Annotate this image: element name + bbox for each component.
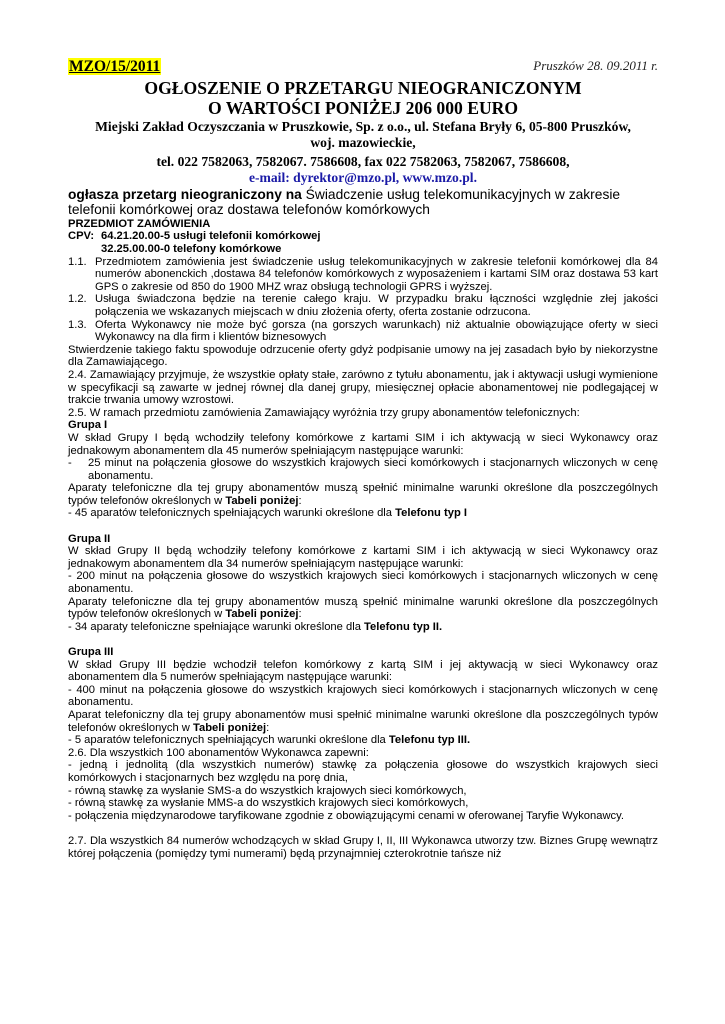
paragraph-2-7: 2.7. Dla wszystkich 84 numerów wchodzących w skład Grupy I, II, III Wykonawca utworzy tzw. Biznes Grupę wewnątrz której połączenia (pomiędzy tymi numerami) będą przynajmniej czterokrotnie tańsze niż (68, 834, 658, 860)
group-1-phones-requirement (68, 482, 658, 507)
cpv-line-1 (68, 230, 658, 243)
paragraph-2-6: 2.6. Dla wszystkich 100 abonamentów Wykonawca zapewni: (68, 746, 369, 759)
intro-rest: Świadczenie usług telekomunikacyjnych w zakresie (301, 187, 621, 202)
title-line-2: O WARTOŚCI PONIŻEJ 206 000 EURO (207, 98, 519, 118)
paragraph-stwierdzenie: Stwierdzenie takiego faktu spowoduje odrzucenie oferty gdyż podpisanie umowy na jej zasadach było by niekorzystne dla Zamawiającego. (68, 343, 658, 369)
list-item (68, 293, 658, 318)
group-3-condition: - 400 minut na połączenia głosowe do wszystkich krajowych sieci komórkowych i stacjonarnych wliczonych w cenę abonamentu. (68, 683, 658, 709)
cpv-code-1: 64.21.20.00-5 usługi telefonii komórkowej (101, 230, 321, 243)
intro-line-1 (68, 187, 658, 202)
group-1-description: W skład Grupy I będą wchodziły telefony komórkowe z kartami SIM i ich aktywacją w sieci Wykonawcy oraz jednakowym abonamentem dla 45 numerów spełniającym następujące warunki: (68, 431, 658, 457)
list-item (68, 256, 658, 294)
group-1-condition-text: 25 minut na połączenia głosowe do wszystkich krajowych sieci komórkowych i stacjonarnych wliczonych w cenę abonamentu. (88, 457, 658, 482)
paragraph-2-5: 2.5. W ramach przedmiotu zamówienia Zamawiający wyróżnia trzy grupy abonamentów telefonicznych: (68, 406, 580, 419)
count-text: - 5 aparatów telefonicznych spełniających warunki określone dla (68, 734, 389, 747)
count-text: - 45 aparatów telefonicznych spełniających warunki określone dla (68, 507, 396, 520)
place-date: Pruszków 28. 09.2011 r. (533, 58, 658, 73)
table-ref: Tabeli poniżej (225, 494, 299, 507)
cpv-code-2: 32.25.00.00-0 telefony komórkowe (101, 243, 282, 255)
item-number: 1.3. (68, 318, 87, 331)
title-line-1: OGŁOSZENIE O PRZETARGU NIEOGRANICZONYM (144, 78, 582, 98)
group-3-description: W skład Grupy III będzie wchodził telefon komórkowy z kartą SIM i jej aktywacją w sieci Wykonawcy oraz abonamentem dla 5 numerów spełniającym następujące warunki: (68, 658, 658, 684)
table-ref: Tabeli poniżej (193, 721, 267, 734)
email-www-line: e-mail: dyrektor@mzo.pl, www.mzo.pl. (249, 170, 477, 185)
header-row (68, 56, 658, 78)
group-1-condition (68, 457, 658, 482)
item-text: Usługa świadczona będzie na terenie całego kraju. W przypadku braku łączności względnie złej jakości połączenia we wskazanych miejscach w dniu złożenia oferty, oferta zostanie odrzucona. (95, 293, 658, 318)
dash-marker: - (68, 457, 72, 470)
req-colon: : (298, 608, 302, 621)
list-item (68, 319, 658, 344)
subject-heading: PRZEDMIOT ZAMÓWIENIA (68, 217, 211, 230)
req-text: Aparaty telefoniczne dla tej grupy abonamentów muszą spełnić minimalne warunki określone dla poszczególnych typów telefonów określonych w (68, 595, 658, 621)
item-number: 1.2. (68, 293, 87, 306)
phone-type: Telefonu typ II. (364, 620, 443, 633)
cpv-label: CPV: (68, 230, 95, 243)
group-1-title: Grupa I (68, 419, 108, 432)
table-ref: Tabeli poniżej (225, 608, 299, 621)
req-colon: : (298, 494, 302, 507)
phone-type: Telefonu typ III. (388, 734, 471, 747)
req-text: Aparaty telefoniczne dla tej grupy abonamentów muszą spełnić minimalne warunki określone dla poszczególnych typów telefonów określonych w (68, 482, 658, 507)
group-3-phones-requirement (68, 709, 658, 734)
group-2-condition: - 200 minut na połączenia głosowe do wszystkich krajowych sieci komórkowych i stacjonarnych wliczonych w cenę abonamentu. (68, 570, 658, 596)
group-3-title: Grupa III (68, 646, 114, 658)
item-number: 1.1. (68, 255, 87, 268)
count-text: - 34 aparaty telefoniczne spełniające warunki określone dla (68, 620, 365, 633)
list-2-6-item: - jedną i jednolitą (dla wszystkich numerów) stawkę za połączenia głosowe do wszystkich krajowych sieci komórkowych i stacjonarnych bez względu na porę dnia, (68, 759, 658, 784)
phone-fax-line: tel. 022 7582063, 7582067. 7586608, fax 022 7582063, 7582067, 7586608, (156, 154, 570, 169)
list-2-6-item: - równą stawkę za wysłanie MMS-a do wszystkich krajowych sieci komórkowych, (68, 797, 469, 810)
document-number: MZO/15/2011 (69, 58, 161, 75)
paragraph-2-4: 2.4. Zamawiający przyjmuje, że wszystkie opłaty stałe, zarówno z tytułu abonamentu, jak i aktywacji usługi wymienione w specyfikacji są zawarte w jednej równej dla danej grupy, miesięcznej opłacie abonamentowej nie podlegającej w trakcie trwania umowy wzrostowi. (68, 368, 658, 407)
item-text: Przedmiotem zamówienia jest świadczenie usług telekomunikacyjnych w zakresie telefonii komórkowej dla 84 numerów abonenckich ,dostawa 84 telefonów komórkowych z wyposażeniem i kartami SIM oraz dostawa 53 kart GPS o zakresie od 850 do 1900 MHZ wraz obsługą technologii GPRS i wyższej. (95, 255, 658, 293)
intro-line-2: telefonii komórkowej oraz dostawa telefonów komórkowych (68, 202, 430, 218)
req-text: Aparat telefoniczny dla tej grupy abonamentów musi spełnić minimalne warunki określone dla poszczególnych typów telefonów określonych w (68, 708, 658, 734)
group-1-phone-count (68, 507, 658, 520)
organization-line-2: woj. mazowieckie, (310, 135, 416, 150)
list-2-6-item: - połączenia międzynarodowe taryfikowane zgodnie z obowiązującymi cenami w oferowanej Taryfie Wykonawcy. (68, 809, 625, 822)
group-2-title: Grupa II (68, 532, 111, 545)
intro-bold: ogłasza przetarg nieograniczony na (68, 187, 302, 202)
group-2-phones-requirement (68, 596, 658, 621)
group-3-phone-count (68, 734, 658, 747)
document-page (68, 56, 658, 860)
req-colon: : (266, 721, 270, 734)
item-text: Oferta Wykonawcy nie może być gorsza (na gorszych warunkach) niż aktualnie obowiązujące oferty w sieci Wykonawcy na dla firm i klientów biznesowych (95, 318, 658, 344)
phone-type: Telefonu typ I (395, 507, 467, 520)
group-2-description: W skład Grupy II będą wchodziły telefony komórkowe z kartami SIM i ich aktywacją w sieci Wykonawcy oraz jednakowym abonamentem dla 34 numerów spełniającym następujące warunki: (68, 545, 658, 570)
list-2-6-item: - równą stawkę za wysłanie SMS-a do wszystkich krajowych sieci komórkowych, (68, 784, 467, 797)
group-2-phone-count (68, 621, 658, 634)
organization-line-1: Miejski Zakład Oczyszczania w Pruszkowie, Sp. z o.o., ul. Stefana Bryły 6, 05-800 Pruszków, (95, 119, 631, 134)
